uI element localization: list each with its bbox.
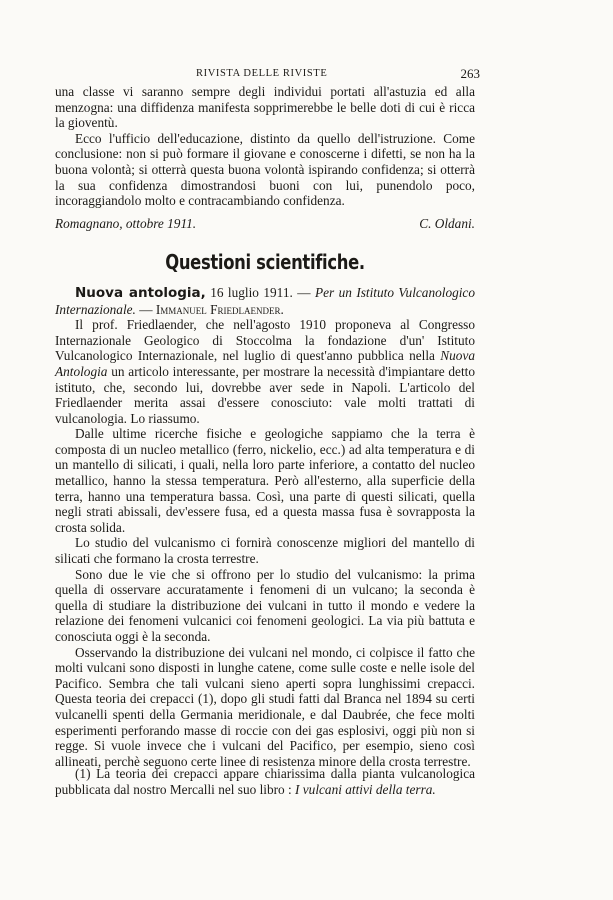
main-text: [55, 84, 475, 769]
paragraph-1-part-c: un articolo interessante, per mostrare la necessità d'impiantare detto istituto, che, secondo lui, dovrebbe aver sede in Napoli. L'articolo del Friedlaender merita assai d'essere conosciuto: vale molti trattati di vulcanologia. Lo riassumo.: [55, 363, 475, 426]
entry-separator: —: [135, 301, 156, 317]
intro-paragraph-2: Ecco l'ufficio dell'educazione, distinto da quello dell'istruzione. Come conclusione: non si può formare il giovane e conoscerne i difetti, se non ha la buona volontà; si otterrà questa buona volontà ispirando confidenza; si otterrà la sua confidenza dimostrandosi buoni con lui, punendolo poco, incoraggiandolo molto e contracambiando confidenza.: [55, 130, 475, 209]
page-number: 263: [460, 66, 480, 81]
paragraph-1: [55, 317, 475, 426]
footnote-book-title: I vulcani attivi della terra.: [295, 781, 436, 797]
paragraph-1-part-a: Il prof. Friedlaender, che nell'agosto 1910 proponeva al Congresso Internazionale Geologico di Stoccolma la fondazione d'un' Istituto Vulcanologico Internazionale, nel luglio di quest'anno pubblica nella: [55, 317, 475, 364]
journal-name: Nuova antologia,: [75, 284, 206, 301]
intro-paragraph-1: una classe vi saranno sempre degli individui portati all'astuzia ed alla menzogna: una diffidenza manifesta sopprimerebbe le belle doti di cui è ricca la gioventù.: [55, 84, 475, 131]
signature-line: [55, 216, 475, 232]
place-date: Romagnano, ottobre 1911.: [55, 215, 197, 231]
footnote: [55, 766, 475, 797]
page-header: [58, 66, 478, 82]
section-title: Questioni scientifiche.: [165, 250, 365, 275]
paragraph-4: Sono due le vie che si offrono per lo studio del vulcanismo: la prima quella di osservare accuratamente i fenomeni di un vulcano; la seconda è quella di studiare la distribuzione dei vulcani in tutto il mondo e vedere la relazione dei fenomeni vulcanici coi fenomeni geologici. La via più battuta e conosciuta oggi è la seconda.: [55, 566, 475, 644]
signature-author: C. Oldani.: [419, 215, 475, 231]
article-author: Immanuel Friedlaender.: [155, 301, 284, 317]
running-title: RIVISTA DELLE RIVISTE: [196, 68, 328, 79]
footnote-text: [55, 766, 475, 797]
journal-entry: [55, 285, 475, 317]
paragraph-3: Lo studio del vulcanismo ci fornirà conoscenze migliori del mantello di silicati che formano la crosta terrestre.: [55, 535, 475, 567]
journal-reference: Nuova Antologia: [55, 348, 475, 379]
paragraph-2: Dalle ultime ricerche fisiche e geologiche sappiamo che la terra è composta di un nucleo metallico (ferro, nickelio, ecc.) ad alta temperatura e di un mantello di silicati, i quali, nella loro parte inferiore, a contatto del nucleo metallico, hanno la stessa temperatura. Però all'esterno, alla superficie della terra, hanno una temperatura bassa. Così, una parte di questi silicati, quella negli strati abissali, dev'essere fusa, ed a questa massa fusa è sovrapposta la crosta solida.: [55, 426, 475, 535]
article-title: Per un Istituto Vulcanologico Internazionale.: [55, 284, 475, 317]
paragraph-5: Osservando la distribuzione dei vulcani nel mondo, ci colpisce il fatto che molti vulcani sono disposti in lunghe catene, come sulle coste e nelle isole del Pacifico. Sembra che tali vulcani sieno aperti sopra lunghissimi crepacci. Questa teoria dei crepacci (1), dopo gli studi fatti dal Branca nel 1894 su certi vulcanelli spenti della Germania meridionale, e dal Daubrée, che fece molti esperimenti perforando masse di roccie con dei gas esplosivi, oggi più non si regge. Si vuole invece che i vulcani del Pacifico, per esempio, sieno così allineati, perchè seguono certe linee di resistenza minore della crosta terrestre.: [55, 644, 475, 769]
footnote-body: (1) La teoria dei crepacci appare chiarissima dalla pianta vulcanologica pubblicata dal nostro Mercalli nel suo libro :: [55, 766, 475, 797]
journal-date: 16 luglio 1911. —: [205, 284, 315, 300]
